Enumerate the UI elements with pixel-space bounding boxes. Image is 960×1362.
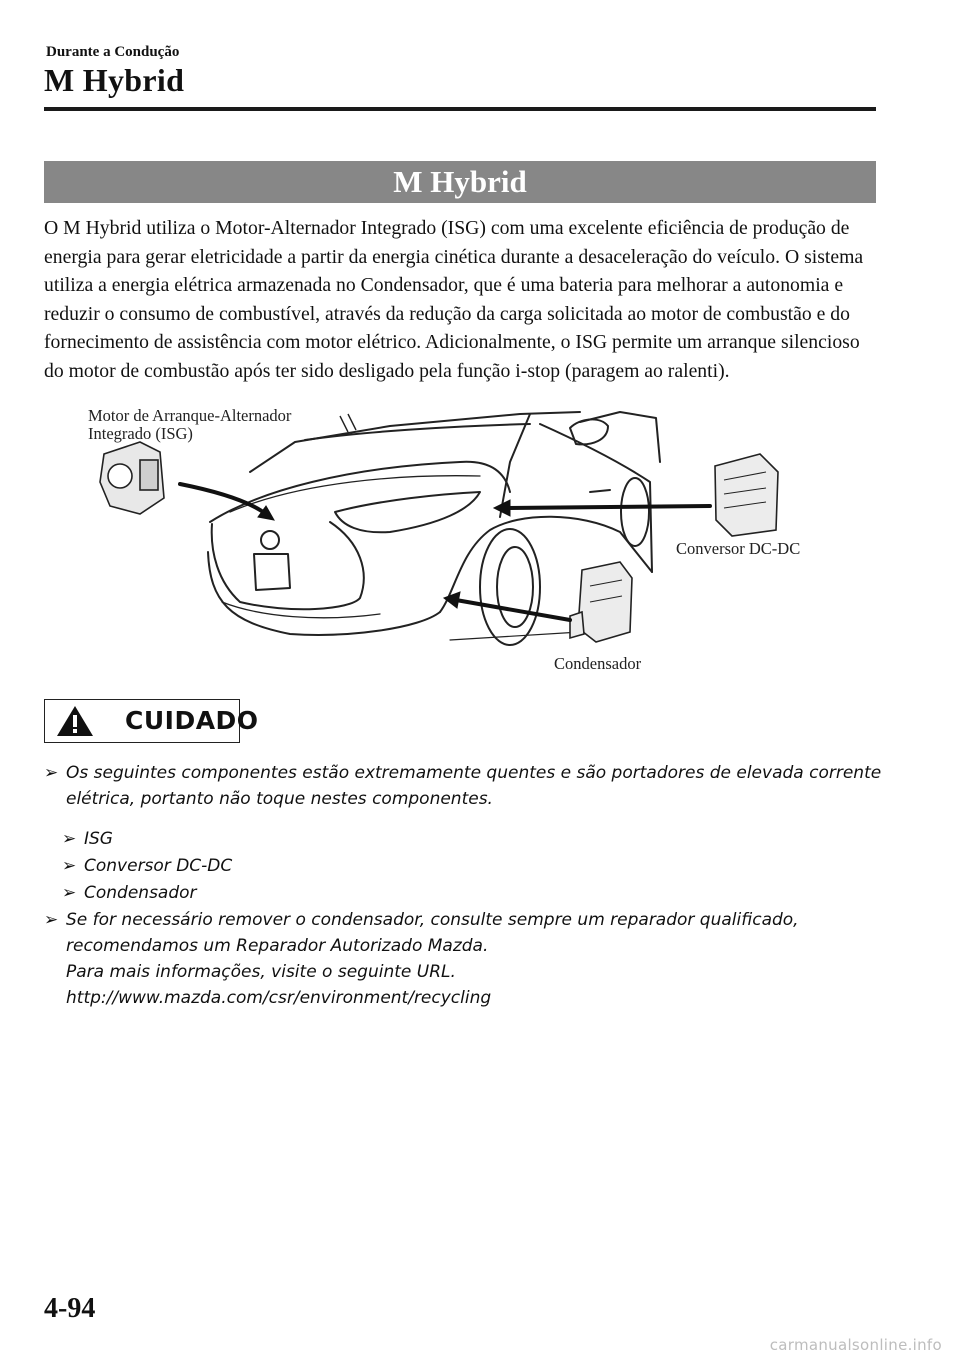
vehicle-diagram xyxy=(60,402,860,687)
page-number: 4-94 xyxy=(44,1293,96,1324)
section-band-title: M Hybrid xyxy=(44,161,876,203)
arrow-bullet-icon: ➢ xyxy=(44,763,59,783)
isg-motor-illustration xyxy=(100,442,164,514)
caution-item-hot-components: Os seguintes componentes estão extremamente quentes e são portadores de elevada corrente elétrica, portanto não toque nestes componentes. xyxy=(66,763,882,809)
dcdc-label: Conversor DC-DC xyxy=(676,539,801,558)
list-item xyxy=(44,760,884,812)
watermark: carmanualsonline.info xyxy=(769,1336,942,1354)
caution-item-more-info: Para mais informações, visite o seguinte URL. xyxy=(66,962,456,982)
isg-label-line1: Motor de Arranque-Alternador xyxy=(88,406,292,425)
sub-item-dcdc: Conversor DC-DC xyxy=(84,856,233,876)
capacitor-illustration xyxy=(570,562,632,642)
arrow-bullet-icon: ➢ xyxy=(62,829,77,849)
page-title: M Hybrid xyxy=(44,62,185,98)
recycling-url-link[interactable]: http://www.mazda.com/csr/environment/recycling xyxy=(66,988,492,1008)
caution-list xyxy=(44,760,884,1011)
section-title: Durante a Condução xyxy=(46,44,180,60)
arrow-bullet-icon: ➢ xyxy=(62,883,77,903)
header-divider xyxy=(44,107,876,111)
sub-item-capacitor: Condensador xyxy=(84,883,197,903)
isg-label-line2: Integrado (ISG) xyxy=(88,424,193,443)
sub-item-isg: ISG xyxy=(84,829,113,849)
intro-paragraph: O M Hybrid utiliza o Motor-Alternador Integrado (ISG) com uma excelente eficiência de produção de energia para gerar eletricidade a partir da energia cinética durante a desaceleração do veículo. O sistema utiliza a energia elétrica armazenada no Condensador, que é uma bateria para melhorar a autonomia e reduzir o consumo de combustível, através da redução da carga solicitada ao motor de combustão e do fornecimento de assistência com motor elétrico. Adicionalmente, o ISG permite um arranque silencioso do motor de combustão após ter sido desligado pela função i-stop (paragem ao ralenti). xyxy=(44,217,864,382)
dcdc-converter-illustration xyxy=(715,454,778,536)
arrow-bullet-icon: ➢ xyxy=(62,856,77,876)
list-item xyxy=(44,826,884,853)
caution-label: CUIDADO xyxy=(125,706,259,735)
arrow-bullet-icon: ➢ xyxy=(44,910,59,930)
list-item xyxy=(44,880,884,907)
capacitor-label: Condensador xyxy=(554,654,642,673)
warning-triangle-icon xyxy=(55,704,95,738)
caution-box xyxy=(44,699,259,743)
caution-item-removal: Se for necessário remover o condensador, consulte sempre um reparador qualificado, recomendamos um Reparador Autorizado Mazda. xyxy=(66,910,799,956)
list-item xyxy=(44,907,884,1011)
list-item xyxy=(44,853,884,880)
